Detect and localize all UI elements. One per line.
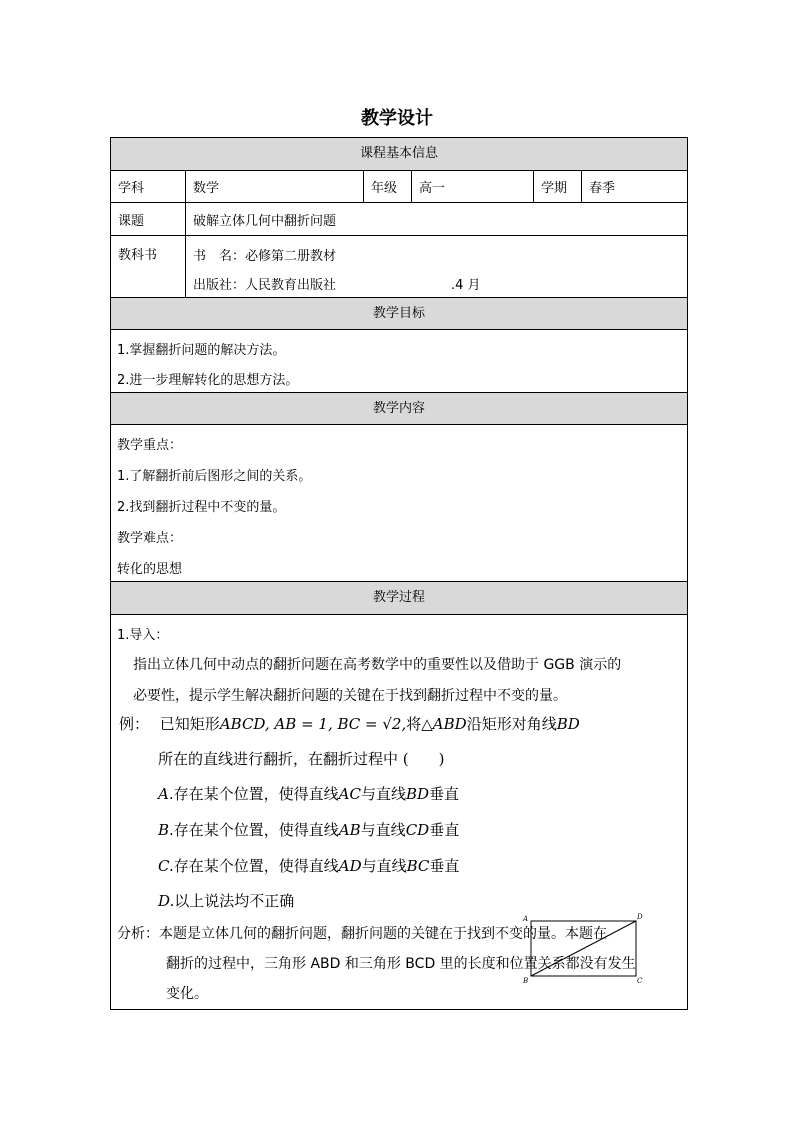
example-diagonal: BD (556, 715, 580, 733)
process-body (111, 615, 687, 1009)
option-c-line-2: BC (406, 857, 430, 875)
option-c-text-3: 垂直 (429, 857, 460, 875)
book-name: 书 名：必修第二册教材 (193, 249, 337, 264)
option-a (158, 783, 459, 804)
subject-row (111, 171, 687, 203)
publish-date: .4 月 (451, 278, 481, 293)
subject-value: 数学 (186, 171, 364, 202)
option-b-line-1: AB (338, 821, 361, 839)
option-d (158, 890, 294, 911)
analysis-line-1 (117, 923, 607, 943)
vertex-label-d: D (637, 913, 643, 921)
intro-line-1: 指出立体几何中动点的翻折问题在高考数学中的重要性以及借助于 GGB 演示的 (133, 657, 622, 673)
option-d-text: 以上说法均不正确 (174, 892, 295, 910)
basic-info-header-text: 课程基本信息 (359, 146, 438, 161)
analysis-line-3: 变化。 (166, 986, 208, 1002)
goal-item-1: 1.掌握翻折问题的解决方法。 (117, 343, 286, 358)
option-b-text-3: 垂直 (429, 821, 460, 839)
option-c-text-2: 与直线 (361, 857, 407, 875)
term-value: 春季 (589, 181, 616, 196)
option-b (158, 819, 459, 840)
difficulty-text: 转化的思想 (117, 562, 183, 577)
goals-header-text: 教学目标 (372, 306, 425, 321)
example-line-1 (119, 713, 580, 734)
analysis-text-1: 本题是立体几何的翻折问题，翻折问题的关键在于找到不变的量。本题在 (159, 926, 607, 942)
example-triangle: ABD (432, 715, 467, 733)
example-text-c: 沿矩形对角线 (466, 715, 557, 733)
example-text-a: 已知矩形 (159, 715, 220, 733)
analysis-label: 分析： (117, 926, 159, 942)
topic-row (111, 203, 687, 236)
example-math: ABCD, AB = 1, BC = √2, (219, 715, 407, 733)
content-body (111, 425, 687, 582)
goal-item-2: 2.进一步理解转化的思想方法。 (117, 373, 299, 388)
document-title: 教学设计 (361, 108, 433, 129)
option-a-text-3: 垂直 (429, 785, 460, 803)
option-b-text-2: 与直线 (360, 821, 406, 839)
textbook-row (111, 236, 687, 298)
vertex-label-b: B (523, 977, 529, 985)
publisher: 出版社：人民教育出版社 (193, 278, 337, 293)
basic-info-header (111, 138, 687, 171)
vertex-label-a: A (523, 915, 529, 923)
content-header-text: 教学内容 (372, 401, 425, 416)
textbook-info (186, 236, 687, 297)
vertex-label-c: C (637, 977, 643, 985)
difficulty-label: 教学难点： (117, 531, 183, 546)
example-line-2: 所在的直线进行翻折，在翻折过程中 ( ) (158, 750, 445, 768)
textbook-label: 教科书 (111, 236, 186, 297)
topic-label: 课题 (111, 203, 186, 235)
subject-label: 学科 (111, 171, 186, 202)
option-a-text-1: 存在某个位置，使得直线 (173, 785, 339, 803)
analysis-line-2: 翻折的过程中，三角形 ABD 和三角形 BCD 里的长度和位置关系都没有发生 (166, 956, 636, 972)
key-point-2: 2.找到翻折过程中不变的量。 (117, 500, 286, 515)
option-a-line-2: BD (405, 785, 430, 803)
key-point-1: 1.了解翻折前后图形之间的关系。 (117, 469, 312, 484)
key-points-label: 教学重点： (117, 438, 183, 453)
goals-body (111, 330, 687, 393)
process-header-text: 教学过程 (372, 590, 425, 605)
intro-label: 1.导入： (117, 628, 169, 643)
grade-value: 高一 (412, 171, 534, 202)
goals-header (111, 298, 687, 330)
content-header (111, 393, 687, 425)
option-c-text-1: 存在某个位置，使得直线 (173, 857, 339, 875)
option-b-line-2: CD (405, 821, 430, 839)
option-c-line-1: AD (338, 857, 362, 875)
term-label: 学期 (534, 171, 582, 202)
option-d-letter: D. (158, 892, 175, 910)
topic-value: 破解立体几何中翻折问题 (193, 213, 337, 229)
lesson-plan-table (110, 137, 688, 1010)
grade-label: 年级 (364, 171, 412, 202)
intro-line-2: 必要性，提示学生解决翻折问题的关键在于找到翻折过程中不变的量。 (133, 688, 567, 704)
option-c-letter: C. (158, 857, 174, 875)
option-c (158, 855, 459, 876)
option-a-letter: A. (158, 785, 174, 803)
example-text-b: 将△ (406, 715, 433, 733)
option-b-text-1: 存在某个位置，使得直线 (173, 821, 339, 839)
example-label: 例： (119, 715, 150, 733)
process-header (111, 582, 687, 615)
option-a-line-1: AC (338, 785, 361, 803)
option-a-text-2: 与直线 (360, 785, 406, 803)
option-b-letter: B. (158, 821, 174, 839)
